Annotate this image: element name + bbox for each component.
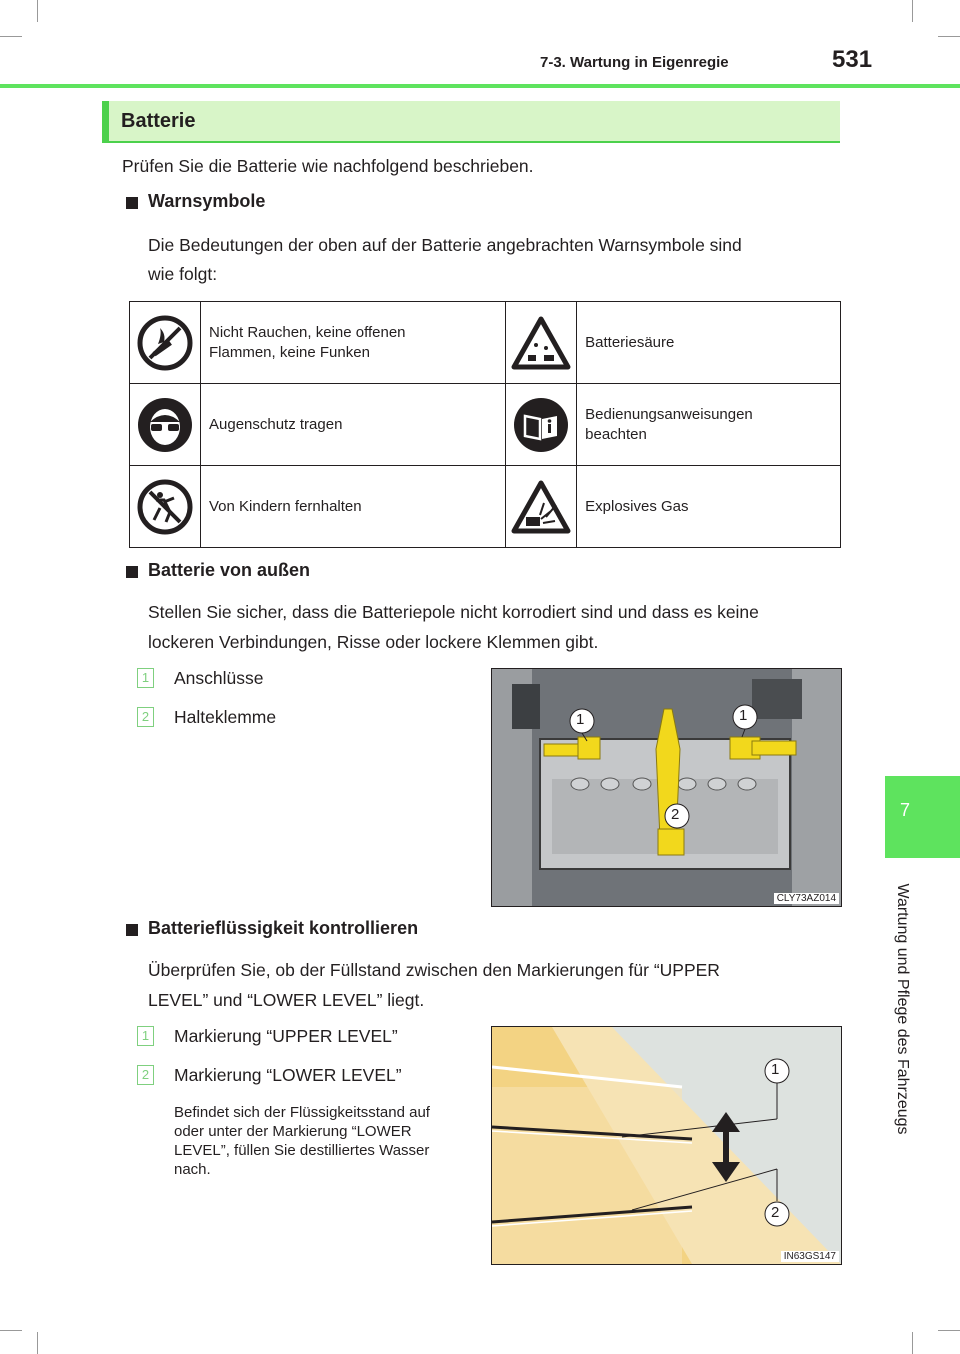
note-line: LEVEL”, füllen Sie destilliertes Wasser: [174, 1142, 430, 1159]
exterior-text-2: lockeren Verbindungen, Risse oder lockere Klemmen gibt.: [148, 632, 599, 652]
table-row: [130, 302, 841, 384]
table-cell: [201, 302, 506, 384]
symbol-label: beachten: [585, 425, 647, 443]
table-cell: [201, 384, 506, 466]
warn-text-2: wie folgt:: [148, 264, 218, 284]
symbol-label: Nicht Rauchen, keine offenen: [209, 323, 406, 341]
symbol-label: Explosives Gas: [585, 497, 689, 515]
page-number: 531: [832, 46, 873, 73]
item-number-badge: 1: [137, 1026, 154, 1046]
table-row: [130, 384, 841, 466]
table-cell: [201, 466, 506, 548]
figure-code: CLY73AZ014: [774, 893, 839, 904]
warn-heading: Warnsymbole: [148, 191, 266, 211]
table-cell: [577, 466, 841, 548]
note-line: Befindet sich der Flüssigkeitsstand auf: [174, 1104, 430, 1121]
symbol-label: Bedienungsanweisungen: [585, 405, 753, 423]
item-label: Halteklemme: [174, 707, 277, 727]
exterior-heading: Batterie von außen: [148, 560, 311, 580]
chapter-title: Wartung und Pflege des Fahrzeugs: [894, 883, 911, 1135]
bullet-square: [126, 566, 138, 578]
symbol-label: Batteriesäure: [585, 333, 675, 351]
table-cell: [577, 302, 841, 384]
battery-illustration: [492, 669, 841, 906]
keep-children-away-icon: [130, 466, 201, 548]
table-cell: [577, 384, 841, 466]
fluid-text-2: LEVEL” und “LOWER LEVEL” liegt.: [148, 990, 425, 1010]
symbol-label: Augenschutz tragen: [209, 415, 343, 433]
figure-callout: 1: [576, 711, 585, 728]
fluid-level-illustration: [492, 1027, 841, 1264]
manual-icon: [506, 384, 577, 466]
item-number-badge: 1: [137, 668, 154, 688]
intro-text: Prüfen Sie die Batterie wie nachfolgend beschrieben.: [122, 156, 534, 176]
battery-terminals-figure: [491, 668, 842, 907]
battery-acid-icon: [506, 302, 577, 384]
note-line: nach.: [174, 1161, 211, 1178]
section-title: Batterie: [121, 110, 196, 132]
figure-callout: 1: [739, 707, 748, 724]
eye-protection-icon: [130, 384, 201, 466]
fluid-level-figure: [491, 1026, 842, 1265]
symbol-label: Von Kindern fernhalten: [209, 497, 362, 515]
warning-symbol-table: [129, 301, 841, 548]
item-number-badge: 2: [137, 707, 154, 727]
chapter-tab: [885, 776, 960, 858]
section-title-box: [102, 101, 840, 143]
fluid-note: [174, 1103, 474, 1179]
warn-text-1: Die Bedeutungen der oben auf der Batterie angebrachten Warnsymbole sind: [148, 235, 742, 255]
bullet-square: [126, 924, 138, 936]
figure-callout: 2: [771, 1204, 780, 1221]
section-header: 7-3. Wartung in Eigenregie: [540, 54, 729, 71]
fluid-text-1: Überprüfen Sie, ob der Füllstand zwischen den Markierungen für “UPPER: [148, 960, 720, 980]
item-label: Markierung “LOWER LEVEL”: [174, 1065, 402, 1085]
explosive-gas-icon: [506, 466, 577, 548]
item-number-badge: 2: [137, 1065, 154, 1085]
chapter-number: 7: [899, 800, 910, 820]
section-accent-bar: [102, 101, 109, 143]
table-row: [130, 466, 841, 548]
item-label: Anschlüsse: [174, 668, 264, 688]
figure-code: IN63GS147: [781, 1251, 839, 1262]
exterior-text-1: Stellen Sie sicher, dass die Batteriepole nicht korrodiert sind und dass es keine: [148, 602, 759, 622]
figure-callout: 2: [671, 806, 680, 823]
note-line: oder unter der Markierung “LOWER: [174, 1123, 412, 1140]
figure-callout: 1: [771, 1061, 780, 1078]
no-smoking-icon: [130, 302, 201, 384]
bullet-square: [126, 197, 138, 209]
symbol-label: Flammen, keine Funken: [209, 343, 370, 361]
header-rule: [0, 84, 960, 88]
item-label: Markierung “UPPER LEVEL”: [174, 1026, 398, 1046]
fluid-heading: Batterieflüssigkeit kontrollieren: [148, 918, 419, 938]
